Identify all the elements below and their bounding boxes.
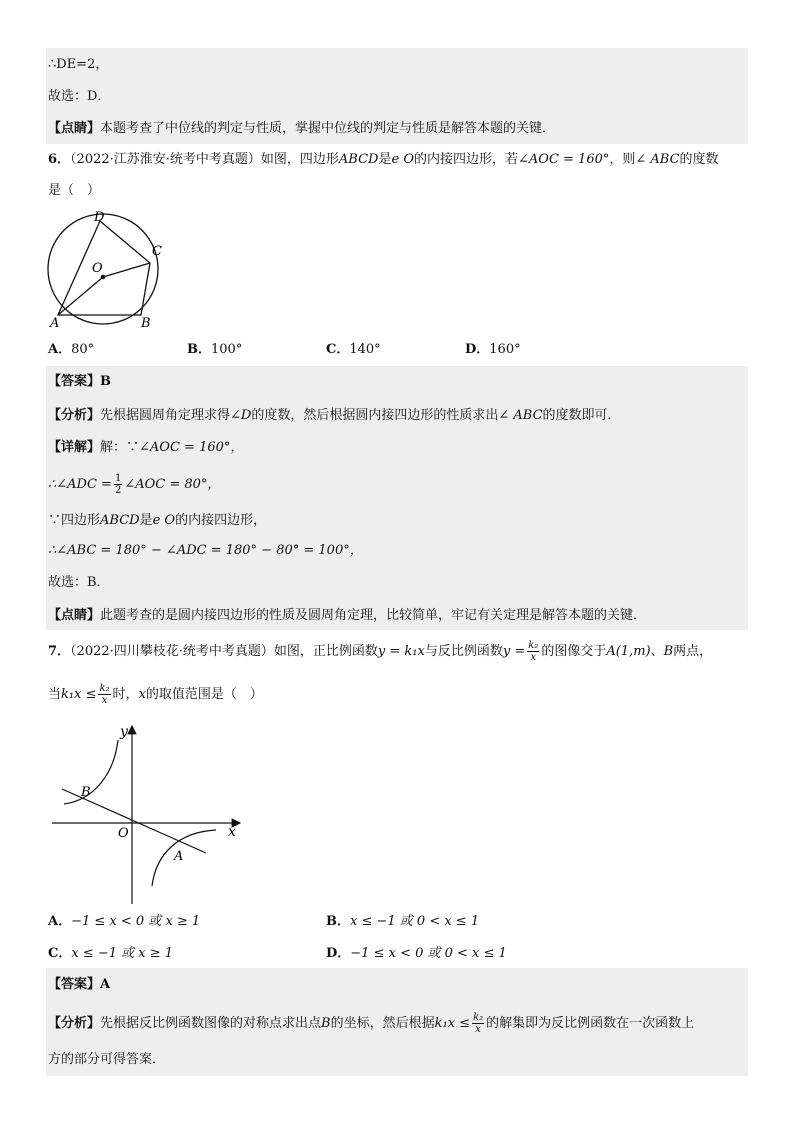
- quadrilateral-abcd: [58, 221, 150, 315]
- label-b: B: [141, 316, 151, 331]
- option-letter: A．: [48, 342, 72, 357]
- label-x: x: [228, 824, 236, 840]
- stem-text: ，则: [609, 152, 636, 167]
- question-source: （2022·四川攀枝花·统考中考真题）: [70, 644, 274, 659]
- stem-math: ABCD: [338, 152, 379, 167]
- q7-analysis-line2: 方的部分可得答案．: [48, 1052, 166, 1067]
- option-letter: B．: [326, 914, 350, 929]
- option-letter: C．: [48, 946, 72, 961]
- stem-math: y =: [502, 644, 526, 659]
- answer-value: B: [100, 374, 112, 389]
- fraction-denominator: x: [530, 652, 537, 663]
- detail-math: ∠AOC = 160°，: [139, 440, 244, 455]
- answer-value: A: [100, 977, 111, 992]
- segment-oc: [103, 263, 150, 277]
- q6-analysis-line: [48, 406, 621, 426]
- q6-stem-line2: 是（ ）: [48, 183, 101, 198]
- q7-option-d: [326, 944, 507, 964]
- stem-math: e O: [391, 152, 414, 167]
- stem-text: 如图，正比例函数: [273, 644, 378, 659]
- answer-tag: 【答案】: [48, 374, 101, 389]
- q7-analysis-line1: [48, 1011, 694, 1037]
- stem-text: 是: [378, 152, 392, 167]
- fraction-k2-over-x: [98, 683, 110, 706]
- stem-math: y = k₁x: [377, 644, 425, 659]
- question-number: 7．: [48, 644, 71, 659]
- hyperbola-branch-left: [64, 740, 118, 804]
- q6-circle-figure: [44, 205, 174, 333]
- label-d: D: [94, 210, 105, 225]
- analysis-text: 的度数，然后根据圆内接四边形的性质求出: [251, 408, 499, 423]
- q6-step3-line: [48, 511, 266, 531]
- step-text: ∵四边形: [48, 513, 101, 528]
- question-source: （2022·江苏淮安·统考中考真题）: [70, 152, 261, 167]
- comment-text: 本题考查了中位线的判定与性质，掌握中位线的判定与性质是解答本题的关键．: [100, 121, 556, 136]
- stem-text: 的图像交于: [541, 644, 607, 659]
- question-number: 6．: [48, 152, 71, 167]
- option-letter: A．: [48, 914, 72, 929]
- label-a: A: [174, 849, 184, 864]
- label-b: B: [81, 785, 91, 800]
- option-text: −1 ≤ x < 0 或 0 < x ≤ 1: [350, 946, 507, 961]
- q7-answer-line: [48, 975, 110, 995]
- option-text: x ≤ −1 或 x ≥ 1: [71, 946, 174, 961]
- analysis-math: B: [321, 1016, 331, 1031]
- stem-math: k₁x ≤: [61, 687, 97, 702]
- q5-conclusion-line: ∴DE=2，: [48, 57, 109, 72]
- option-text: 160°: [489, 342, 521, 357]
- analysis-text: 的坐标，然后根据: [330, 1016, 435, 1031]
- analysis-text: 先根据反比例函数图像的对称点求出点: [100, 1016, 322, 1031]
- stem-math: B: [663, 644, 674, 659]
- q7-function-graph: [48, 718, 248, 906]
- step-text: 的内接四边形，: [175, 513, 267, 528]
- label-y: y: [120, 724, 128, 740]
- stem-math: ∠ ABC: [635, 152, 680, 167]
- q7-stem-line1: [48, 639, 712, 665]
- comment-text: 此题考查的是圆内接四边形的性质及圆周角定理，比较简单，牢记有关定理是解答本题的关键．: [100, 608, 647, 623]
- fraction-half: [114, 473, 122, 496]
- q6-detail-line: [48, 438, 243, 458]
- stem-math: ∠AOC = 160°: [518, 152, 610, 167]
- circle-o: [48, 214, 158, 324]
- q7-stem-line2: [48, 680, 263, 710]
- option-letter: D．: [326, 946, 351, 961]
- fraction-numerator: k₂: [528, 640, 539, 651]
- detail-tag: 【详解】: [48, 440, 101, 455]
- fraction-denominator: 2: [114, 485, 122, 496]
- q6-comment-line: [48, 606, 646, 626]
- q6-step4-line: ∴∠ABC = 180° − ∠ADC = 180° − 80° = 100°，: [48, 543, 363, 558]
- label-a: A: [50, 316, 60, 331]
- analysis-tag: 【分析】: [48, 1016, 101, 1031]
- stem-text: 当: [48, 687, 62, 702]
- q5-comment-line: [48, 119, 555, 139]
- fraction-k2-over-x: [527, 640, 539, 663]
- fraction-k2-over-x: [472, 1012, 484, 1035]
- analysis-tag: 【分析】: [48, 408, 101, 423]
- stem-text: 的内接四边形，若: [413, 152, 518, 167]
- option-letter: B．: [187, 342, 211, 357]
- option-text: 80°: [71, 342, 95, 357]
- q6-option-c: [326, 340, 381, 360]
- fraction-denominator: x: [101, 695, 108, 706]
- option-text: 100°: [211, 342, 243, 357]
- stem-text: 的度数: [679, 152, 719, 167]
- analysis-math: k₁x ≤: [434, 1016, 471, 1031]
- label-c: C: [152, 244, 162, 259]
- q6-step5-line: 故选：B．: [48, 575, 110, 590]
- comment-tag: 【点睛】: [48, 608, 101, 623]
- q6-answer-line: [48, 372, 111, 392]
- comment-tag: 【点睛】: [48, 121, 101, 136]
- fraction-numerator: k₂: [473, 1012, 484, 1023]
- answer-tag: 【答案】: [48, 977, 101, 992]
- step-math: ABCD: [100, 513, 140, 528]
- q6-stem-line1: [48, 150, 719, 170]
- fraction-numerator: k₂: [99, 683, 110, 694]
- step-math: ∴∠ADC =: [48, 477, 112, 492]
- hyperbola-branch-right: [152, 830, 216, 886]
- stem-text: 如图，四边形: [260, 152, 339, 167]
- q7-option-a: [48, 912, 200, 932]
- step-text: 是: [139, 513, 153, 528]
- stem-text: 两点，: [673, 644, 713, 659]
- q6-step2-line: [48, 472, 220, 498]
- option-text: −1 ≤ x < 0 或 x ≥ 1: [71, 914, 201, 929]
- analysis-text: 的度数即可．: [542, 408, 621, 423]
- analysis-math: ∠ ABC: [498, 408, 543, 423]
- step-math: ∠AOC = 80°，: [124, 477, 221, 492]
- label-origin: O: [118, 826, 129, 841]
- stem-math: x: [138, 687, 146, 702]
- q5-choice-line: 故选：D．: [48, 89, 111, 104]
- q6-option-b: [187, 340, 242, 360]
- analysis-math: ∠D: [230, 408, 252, 423]
- q6-option-d: [465, 340, 521, 360]
- q7-option-c: [48, 944, 173, 964]
- stem-text: 时，: [112, 687, 139, 702]
- fraction-numerator: 1: [114, 473, 122, 484]
- option-text: 140°: [349, 342, 381, 357]
- stem-text: 、: [650, 644, 664, 659]
- stem-text: 的取值范围是（ ）: [145, 687, 263, 702]
- detail-text: 解：∵: [100, 440, 140, 455]
- step-math: e O: [152, 513, 176, 528]
- analysis-text: 的解集即为反比例函数在一次函数上: [486, 1016, 695, 1031]
- fraction-denominator: x: [475, 1024, 481, 1035]
- option-text: x ≤ −1 或 0 < x ≤ 1: [350, 914, 480, 929]
- q7-option-b: [326, 912, 479, 932]
- analysis-text: 先根据圆周角定理求得: [100, 408, 231, 423]
- q6-option-a: [48, 340, 94, 360]
- stem-text: 与反比例函数: [424, 644, 503, 659]
- label-o: O: [92, 261, 103, 276]
- stem-math: A(1,m): [606, 644, 651, 659]
- option-letter: C．: [326, 342, 350, 357]
- option-letter: D．: [465, 342, 490, 357]
- segment-oa: [58, 277, 103, 315]
